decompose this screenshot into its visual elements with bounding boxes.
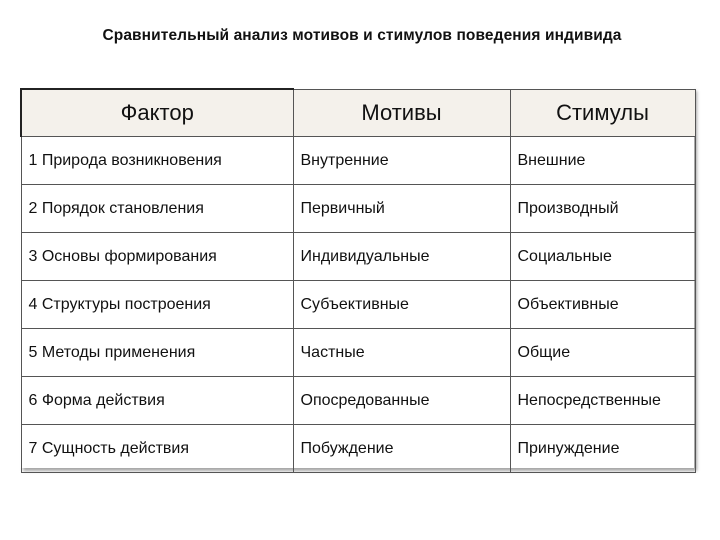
header-factor: Фактор (21, 89, 293, 137)
cell-factor: 6 Форма действия (21, 377, 293, 425)
table-body (21, 137, 695, 473)
comparison-table (20, 88, 696, 473)
table-row (21, 233, 695, 281)
cell-stimulus: Объективные (510, 281, 695, 329)
cell-factor: 5 Методы применения (21, 329, 293, 377)
cell-factor: 1 Природа возникновения (21, 137, 293, 185)
table-row (21, 281, 695, 329)
cell-stimulus: Непосредственные (510, 377, 695, 425)
cell-motive: Побуждение (293, 425, 510, 473)
table-row (21, 329, 695, 377)
comparison-table-container (20, 88, 694, 468)
header-stimuli: Стимулы (510, 89, 695, 137)
table-row (21, 377, 695, 425)
cell-stimulus: Производный (510, 185, 695, 233)
cell-factor: 2 Порядок становления (21, 185, 293, 233)
header-motives: Мотивы (293, 89, 510, 137)
cell-stimulus: Внешние (510, 137, 695, 185)
cell-factor: 4 Структуры построения (21, 281, 293, 329)
table-row (21, 425, 695, 473)
page-title: Сравнительный анализ мотивов и стимулов поведения индивида (102, 27, 622, 44)
cell-factor: 7 Сущность действия (21, 425, 293, 473)
cell-motive: Частные (293, 329, 510, 377)
cell-motive: Внутренние (293, 137, 510, 185)
header-row (21, 89, 695, 137)
cell-motive: Опосредованные (293, 377, 510, 425)
table-header (21, 89, 695, 137)
table-row (21, 137, 695, 185)
cell-motive: Индивидуальные (293, 233, 510, 281)
cell-motive: Первичный (293, 185, 510, 233)
table-row (21, 185, 695, 233)
cell-motive: Субъективные (293, 281, 510, 329)
cell-factor: 3 Основы формирования (21, 233, 293, 281)
cell-stimulus: Социальные (510, 233, 695, 281)
cell-stimulus: Принуждение (510, 425, 695, 473)
cell-stimulus: Общие (510, 329, 695, 377)
